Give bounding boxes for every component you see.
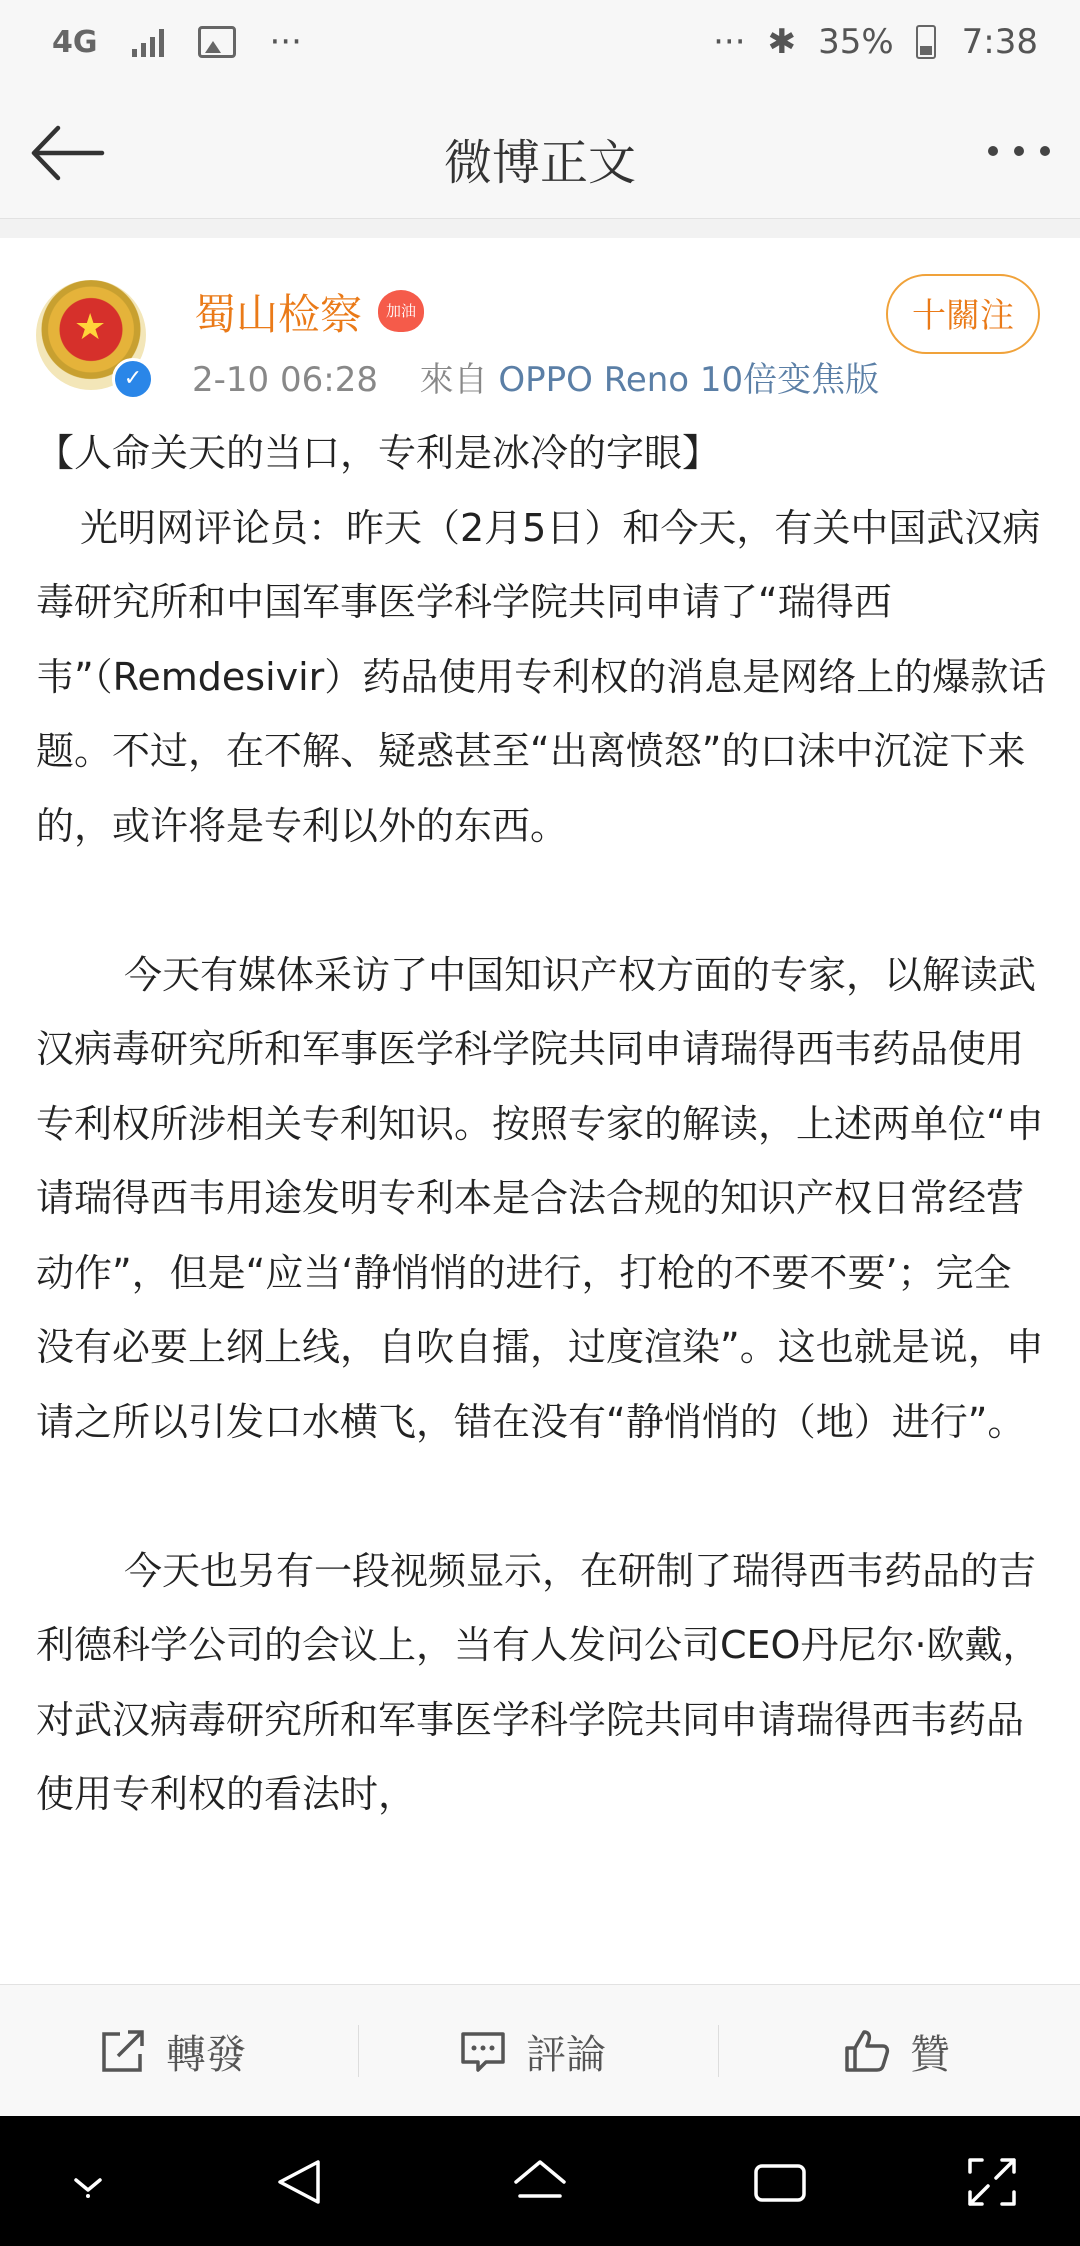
dot-icon: [1014, 146, 1024, 156]
star-emblem-icon: ★: [74, 307, 107, 348]
post-headline: 【人命关天的当口，专利是冰冷的字眼】: [36, 431, 721, 475]
dot-icon: [1040, 146, 1050, 156]
recents-nav-icon[interactable]: [750, 2152, 810, 2212]
back-nav-icon[interactable]: [270, 2152, 330, 2212]
post-paragraph: 光明网评论员：昨天（2月5日）和今天，有关中国武汉病毒研究所和中国军事医学科学院共同申请了“瑞得西韦”（Remdesivir）药品使用专利权的消息是网络上的爆款话题。不过，在不解、疑惑甚至“出离愤怒”的口沫中沉淀下来的，或许将是专利以外的东西。: [36, 505, 1047, 848]
repost-button[interactable]: [98, 1985, 246, 2117]
status-bar: [0, 0, 1080, 88]
signal-icon: [132, 27, 164, 57]
more-notifications-icon: ···: [269, 22, 302, 62]
fullscreen-nav-icon[interactable]: [962, 2152, 1022, 2212]
page-title: 微博正文: [443, 135, 636, 191]
post-time: 2-10 06:28: [192, 360, 378, 400]
more-options-button[interactable]: [988, 146, 1050, 156]
hide-keyboard-icon[interactable]: [58, 2152, 118, 2212]
battery-level: 35%: [818, 22, 894, 62]
comment-label: 評論: [526, 2031, 606, 2078]
post-meta: [192, 352, 879, 401]
network-type: 4G: [52, 24, 98, 60]
dot-icon: [988, 146, 998, 156]
post-paragraph: 今天也另有一段视频显示，在研制了瑞得西韦药品的吉利德科学公司的会议上，当有人发问公司CEO丹尼尔·欧戴，对武汉病毒研究所和军事医学科学院共同申请瑞得西韦药品使用专利权的看法时，: [36, 1548, 1041, 1816]
cheer-badge: 加油: [378, 290, 424, 332]
home-nav-icon[interactable]: [510, 2152, 570, 2212]
battery-icon: [916, 25, 936, 59]
thumbs-up-icon: [842, 2026, 892, 2076]
repost-label: 轉發: [166, 2031, 246, 2078]
post-paragraph: 今天有媒体采访了中国知识产权方面的专家，以解读武汉病毒研究所和军事医学科学院共同申请瑞得西韦药品使用专利权所涉相关专利知识。按照专家的解读，上述两单位“申请瑞得西韦用途发明专利本是合法合规的知识产权日常经营动作”，但是“应当‘静悄悄的进行，打枪的不要不要’；完全没有必要上纲上线，自吹自擂，过度渲染”。这也就是说，申请之所以引发口水横飞，错在没有“静悄悄的（地）进行”。: [36, 952, 1044, 1444]
post-card: [0, 238, 1080, 1998]
divider: [358, 2025, 359, 2077]
follow-button[interactable]: 十關注: [886, 274, 1040, 354]
action-bar: [0, 1984, 1080, 2117]
bluetooth-icon: ✱: [767, 22, 797, 62]
more-status-icon: ···: [713, 22, 746, 62]
post-body: [36, 416, 1048, 1832]
author-name[interactable]: 蜀山检察: [194, 290, 363, 339]
verified-badge-icon: ✓: [112, 358, 154, 400]
gallery-notification-icon: [198, 26, 236, 58]
like-label: 贊: [910, 2031, 950, 2078]
clock: 7:38: [961, 22, 1038, 62]
comment-button[interactable]: [458, 1985, 606, 2117]
source-prefix: 來自: [419, 360, 488, 400]
repost-icon: [98, 2026, 148, 2076]
comment-icon: [458, 2026, 508, 2076]
nav-bar: [0, 88, 1080, 219]
like-button[interactable]: [842, 1985, 950, 2117]
divider: [718, 2025, 719, 2077]
post-source-link[interactable]: OPPO Reno 10倍变焦版: [498, 360, 880, 400]
system-nav-bar: [0, 2116, 1080, 2246]
